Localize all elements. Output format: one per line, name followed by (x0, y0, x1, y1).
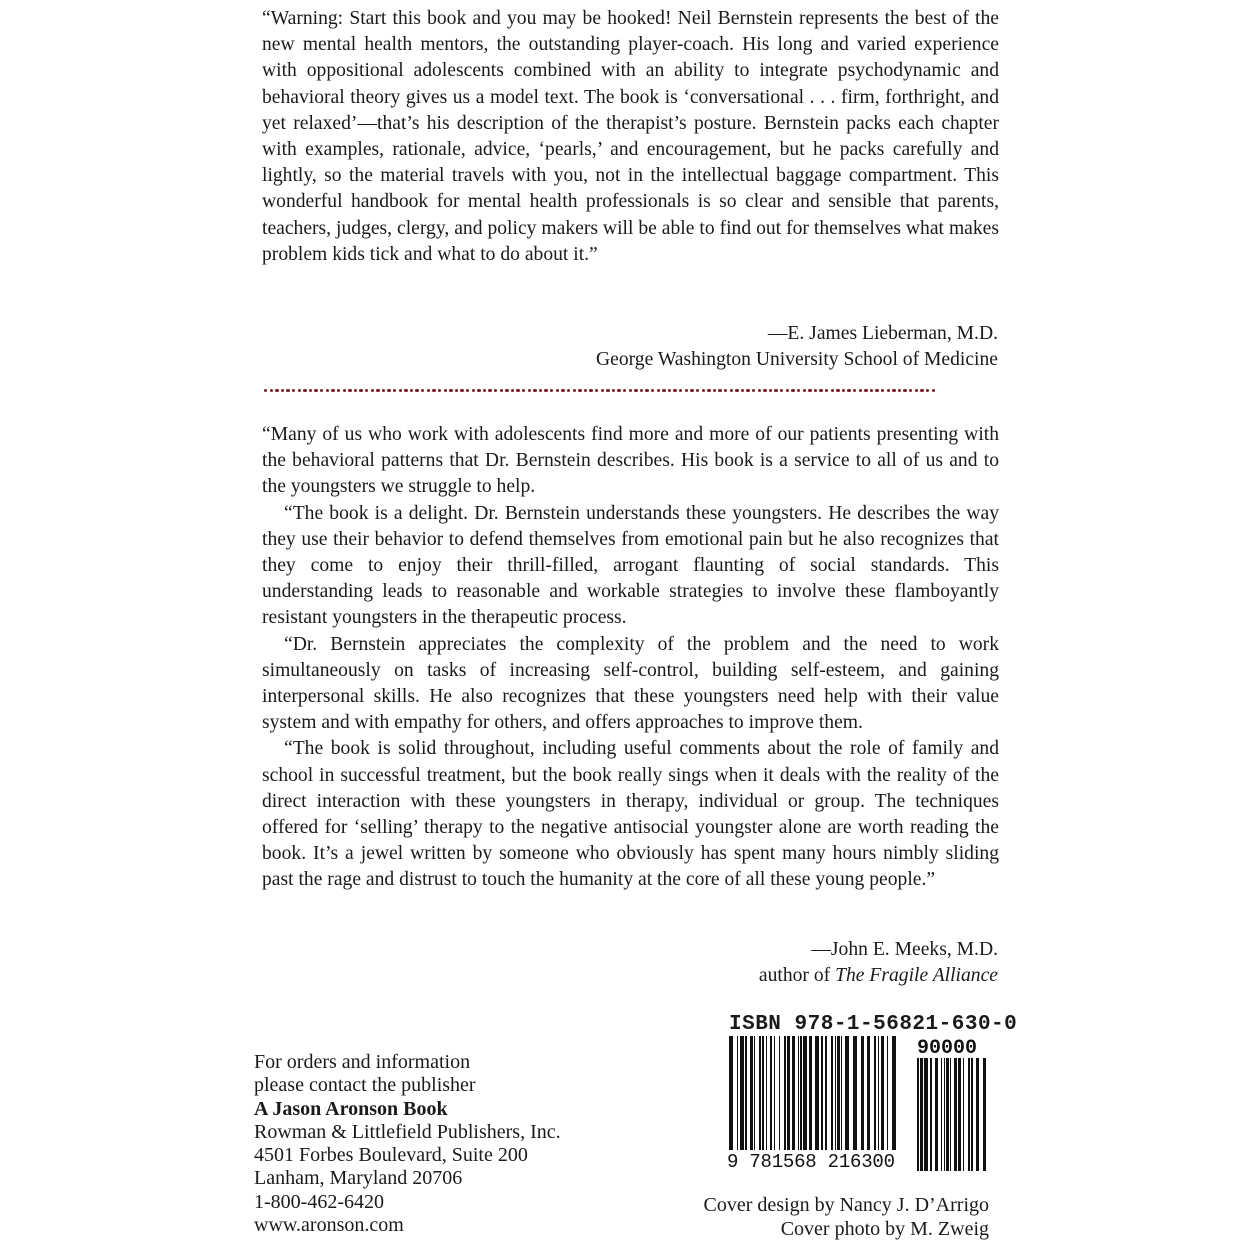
barcode-bar (976, 1058, 979, 1171)
attribution-meeks (298, 937, 998, 989)
barcode-bar (831, 1036, 833, 1150)
divider-dot (920, 389, 923, 392)
barcode-bar (821, 1036, 823, 1150)
divider-dot (472, 389, 475, 392)
barcode-bar (946, 1058, 949, 1171)
barcode-bar (745, 1036, 747, 1150)
barcode-bar (800, 1036, 802, 1150)
barcode-bar (815, 1036, 819, 1150)
divider-dot (286, 389, 289, 392)
divider-dot (645, 389, 648, 392)
divider-dot (264, 389, 267, 392)
publisher-address: 4501 Forbes Boulevard, Suite 200 (254, 1144, 528, 1167)
publisher-imprint: A Jason Aronson Book (254, 1097, 448, 1120)
divider-dot (629, 389, 632, 392)
divider-dot (758, 389, 761, 392)
quote-meeks (262, 422, 999, 894)
barcode-addon-bars (917, 1058, 986, 1171)
attribution-lieberman (298, 321, 998, 373)
divider-dot (488, 389, 491, 392)
divider-dot (657, 389, 660, 392)
divider-dot (376, 389, 379, 392)
barcode-bar (887, 1036, 888, 1150)
divider-dot (741, 389, 744, 392)
divider-dot (539, 389, 542, 392)
divider-dot (556, 389, 559, 392)
divider-dot (275, 389, 278, 392)
divider-dot (847, 389, 850, 392)
divider-dot (348, 389, 351, 392)
barcode-bar (944, 1058, 945, 1171)
divider-dot (803, 389, 806, 392)
quote-lieberman-text: “Warning: Start this book and you may be hooked! Neil Bernstein represents the best of the new mental health mentors, the outstanding player-coach. His long and varied experience with oppositional adolescents combined with an ability to integrate psychodynamic and behavioral theory gives us a model text. The book is ‘conversational . . . firm, forthright, and yet relaxed’—that’s his description of the therapist’s posture. Bernstein packs each chapter with examples, rationale, advice, ‘pearls,’ and encouragement, but he packs carefully and lightly, so the material travels with you, not in the intellectual baggage compartment. This wonderful handbook for mental health professionals is so clear and sensible that parents, teachers, judges, clergy, and policy makers will be able to find out for themselves what makes problem kids tick and what to do about it.” (262, 8, 999, 265)
divider-dot (780, 389, 783, 392)
divider-dot (309, 389, 312, 392)
divider-dot (640, 389, 643, 392)
barcode-bar (958, 1058, 961, 1171)
divider-dot (831, 389, 834, 392)
quote-meeks-paragraph: “Many of us who work with adolescents find more and more of our patients presenting with the behavioral patterns that Dr. Bernstein describes. His book is a service to all of us and to the youngsters we struggle to help. (262, 424, 999, 498)
divider-dot (668, 389, 671, 392)
barcode-bar (878, 1036, 879, 1150)
divider-dot (730, 389, 733, 392)
divider-dot (589, 389, 592, 392)
divider-dot (606, 389, 609, 392)
divider-dot (718, 389, 721, 392)
barcode-bar (924, 1058, 928, 1171)
divider-dot (270, 389, 273, 392)
credit-book-title: The Fragile Alliance (835, 965, 998, 986)
divider-dot (466, 389, 469, 392)
divider-dot (365, 389, 368, 392)
divider-dot (617, 389, 620, 392)
cover-photo-credit: Cover photo by M. Zweig (780, 1218, 989, 1240)
barcode-bar (759, 1036, 761, 1150)
barcode-bar (950, 1058, 951, 1171)
barcode-bar (770, 1036, 772, 1150)
barcode-bar (792, 1036, 795, 1150)
divider-dot (713, 389, 716, 392)
barcode-bar (798, 1036, 799, 1150)
divider-dot (685, 389, 688, 392)
barcode-bar (784, 1036, 786, 1150)
divider-dot (842, 389, 845, 392)
barcode-bar (941, 1058, 942, 1171)
barcode-bar (750, 1036, 753, 1150)
divider-dot (774, 389, 777, 392)
credit-prefix: author of (758, 965, 836, 986)
divider-dot (769, 389, 772, 392)
divider-dot (673, 389, 676, 392)
divider-dot (292, 389, 295, 392)
publisher-phone: 1-800-462-6420 (254, 1190, 384, 1213)
publisher-line: please contact the publisher (254, 1074, 476, 1097)
attribution-author: —E. James Lieberman, M.D. (767, 323, 998, 344)
divider-dot (314, 389, 317, 392)
divider-dot (887, 389, 890, 392)
divider-dot (707, 389, 710, 392)
divider-dot (836, 389, 839, 392)
divider-dot (561, 389, 564, 392)
divider-dot (415, 389, 418, 392)
barcode-bar (968, 1058, 970, 1171)
divider-dot (500, 389, 503, 392)
barcode-digits: 9 781568 216300 (727, 1151, 895, 1171)
divider-dot (903, 389, 906, 392)
publisher-address: Lanham, Maryland 20706 (254, 1167, 463, 1190)
quote-meeks-paragraph: “Dr. Bernstein appreciates the complexity of the problem and the need to work simultaneously on tasks of increasing self-control, building self-esteem, and gaining interpersonal skills. He also recognizes that these youngsters need help with their value system and with empathy for others, and offers approaches to improve them. (262, 633, 999, 734)
barcode-bar (892, 1036, 896, 1150)
barcode-bar (881, 1036, 884, 1150)
divider-dot (371, 389, 374, 392)
barcode-bar (729, 1036, 733, 1150)
divider-dot (281, 389, 284, 392)
barcode-bar (841, 1036, 842, 1150)
publisher-website: www.aronson.com (254, 1214, 404, 1237)
divider-dot (825, 389, 828, 392)
divider-dot (735, 389, 738, 392)
barcode-bar (762, 1036, 764, 1150)
divider-dot (516, 389, 519, 392)
barcode-bar (803, 1036, 807, 1150)
divider-dot (533, 389, 536, 392)
barcode-bar (920, 1058, 923, 1171)
barcode-bar (737, 1036, 738, 1150)
divider-dot (298, 389, 301, 392)
barcode-bar (774, 1036, 775, 1150)
divider-dot (444, 389, 447, 392)
divider-dot (354, 389, 357, 392)
barcode-bar (917, 1058, 919, 1171)
barcode-bar (787, 1036, 790, 1150)
barcode-bar (837, 1036, 840, 1150)
divider-dot (870, 389, 873, 392)
attribution-credit (298, 963, 998, 989)
divider-dot (898, 389, 901, 392)
publisher-company: Rowman & Littlefield Publishers, Inc. (254, 1120, 561, 1143)
divider-dot (550, 389, 553, 392)
barcode-bar (853, 1036, 857, 1150)
divider-dot (881, 389, 884, 392)
divider-dot (679, 389, 682, 392)
barcode-bar (874, 1036, 876, 1150)
divider-dot (320, 389, 323, 392)
divider-dot (494, 389, 497, 392)
divider-dot (814, 389, 817, 392)
divider-dot (528, 389, 531, 392)
divider-dot (477, 389, 480, 392)
divider-dot (853, 389, 856, 392)
divider-dot (601, 389, 604, 392)
divider-dot (651, 389, 654, 392)
divider-dot (746, 389, 749, 392)
barcode-price-code: 90000 (917, 1037, 978, 1060)
divider-dot (724, 389, 727, 392)
divider-dot (337, 389, 340, 392)
divider-dot (421, 389, 424, 392)
divider-dot (752, 389, 755, 392)
divider-dot (544, 389, 547, 392)
divider-dot (595, 389, 598, 392)
barcode-bar (954, 1058, 957, 1171)
divider-dot (864, 389, 867, 392)
divider-dot (404, 389, 407, 392)
attribution-author: —John E. Meeks, M.D. (811, 939, 998, 960)
divider-dot (483, 389, 486, 392)
barcode (727, 1036, 993, 1171)
barcode-bar (740, 1036, 744, 1150)
divider-dot (505, 389, 508, 392)
barcode-bar (825, 1036, 827, 1150)
barcode-bar (963, 1058, 964, 1171)
divider-dot (449, 389, 452, 392)
divider-dot (808, 389, 811, 392)
divider-dot (455, 389, 458, 392)
divider-dot (438, 389, 441, 392)
barcode-bar (779, 1036, 780, 1150)
barcode-bar (861, 1036, 864, 1150)
divider-dot (612, 389, 615, 392)
quote-meeks-paragraph: “The book is a delight. Dr. Bernstein understands these youngsters. He describes the way they use their behavior to defend themselves from emotional pain but he also recognizes that they come to enjoy their thrill-filled, arrogant flaunting of social standards. This understanding leads to reasonable and workable strategies to involve these flamboyantly resistant youngsters in the therapeutic process. (262, 502, 999, 629)
divider-dot (926, 389, 929, 392)
dotted-divider (264, 389, 935, 397)
divider-dot (522, 389, 525, 392)
divider-dot (511, 389, 514, 392)
divider-dot (399, 389, 402, 392)
divider-dot (460, 389, 463, 392)
divider-dot (331, 389, 334, 392)
cover-design-credit: Cover design by Nancy J. D’Arrigo (703, 1194, 989, 1216)
barcode-bar (809, 1036, 812, 1150)
divider-dot (410, 389, 413, 392)
divider-dot (393, 389, 396, 392)
barcode-bar (835, 1036, 836, 1150)
divider-dot (432, 389, 435, 392)
divider-dot (573, 389, 576, 392)
barcode-bar (845, 1036, 849, 1150)
cover-credits (589, 1193, 989, 1241)
divider-dot (909, 389, 912, 392)
divider-dot (427, 389, 430, 392)
divider-dot (797, 389, 800, 392)
divider-dot (791, 389, 794, 392)
divider-dot (578, 389, 581, 392)
divider-dot (623, 389, 626, 392)
divider-dot (359, 389, 362, 392)
divider-dot (932, 389, 935, 392)
barcode-bar (766, 1036, 767, 1150)
divider-dot (690, 389, 693, 392)
divider-dot (343, 389, 346, 392)
divider-dot (662, 389, 665, 392)
divider-dot (819, 389, 822, 392)
divider-dot (859, 389, 862, 392)
barcode-bar (935, 1058, 938, 1171)
barcode-bar (867, 1036, 870, 1150)
divider-dot (387, 389, 390, 392)
divider-dot (326, 389, 329, 392)
divider-dot (382, 389, 385, 392)
barcode-bar (930, 1058, 932, 1171)
quote-lieberman (262, 6, 999, 268)
divider-dot (634, 389, 637, 392)
divider-dot (763, 389, 766, 392)
barcode-bar (754, 1036, 755, 1150)
divider-dot (303, 389, 306, 392)
divider-dot (696, 389, 699, 392)
attribution-affiliation: George Washington University School of Medicine (595, 349, 998, 370)
barcode-bar (971, 1058, 973, 1171)
divider-dot (915, 389, 918, 392)
divider-dot (786, 389, 789, 392)
divider-dot (567, 389, 570, 392)
publisher-line: For orders and information (254, 1051, 471, 1073)
divider-dot (702, 389, 705, 392)
isbn-label: ISBN 978-1-56821-630-0 (729, 1013, 1018, 1036)
barcode-bars (729, 1036, 896, 1150)
quote-meeks-paragraph: “The book is solid throughout, including useful comments about the role of family and school in successful treatment, but the book really sings when it deals with the reality of the direct interaction with these youngsters in therapy, individual or group. The techniques offered for ‘selling’ therapy to the negative antisocial youngster alone are worth reading the book. It’s a jewel written by someone who obviously has spent many hours nimbly sliding past the rage and distrust to touch the humanity at the core of all these young people.” (262, 738, 999, 891)
divider-dot (584, 389, 587, 392)
divider-dot (875, 389, 878, 392)
barcode-bar (983, 1058, 986, 1171)
divider-dot (892, 389, 895, 392)
